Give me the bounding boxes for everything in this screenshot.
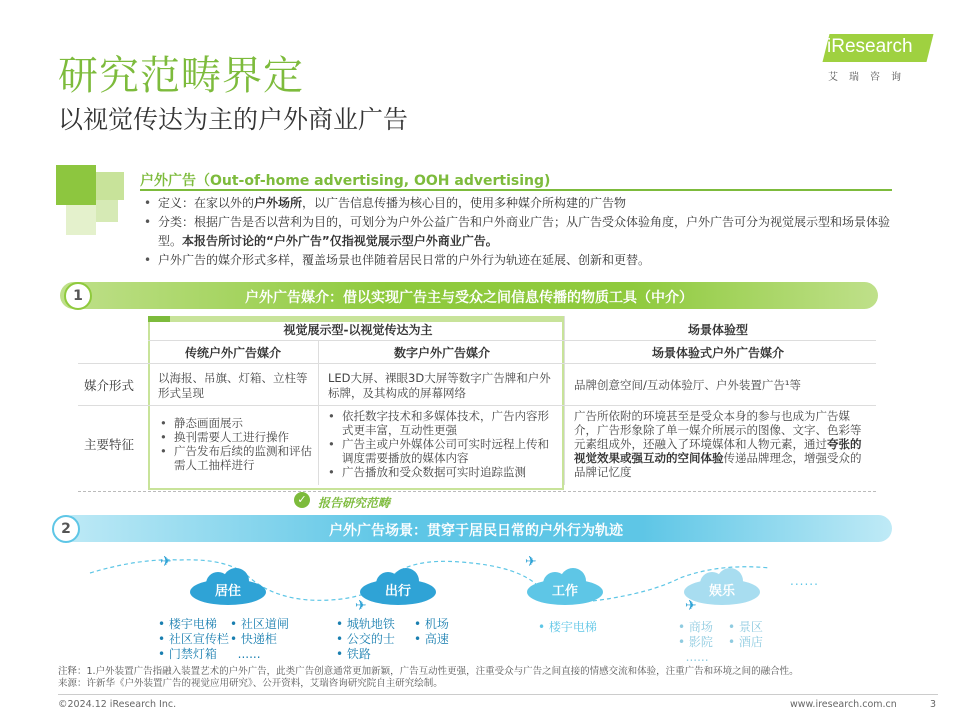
scene-living: 居住 bbox=[214, 584, 241, 599]
note-text: 注释：1.户外装置广告指融入装置艺术的户外广告，此类广告创意通常更加新颖，广告互动性更强，注重受众与广告之间直接的情感交流和体验，注重广告和环境之间的融合性。 bbox=[58, 666, 799, 677]
feature-item: • 换刊需要人工进行操作 bbox=[158, 430, 314, 444]
list-item: • 楼宇电梯 bbox=[538, 620, 597, 634]
svg-text:✈: ✈ bbox=[685, 598, 697, 614]
page-subtitle: 以视觉传达为主的户外商业广告 bbox=[58, 105, 409, 134]
features-traditional bbox=[158, 416, 314, 472]
feature-item: • 静态画面展示 bbox=[158, 416, 314, 430]
living-list-2 bbox=[230, 617, 289, 662]
section1-title: 户外广告媒介：借以实现广告主与受众之间信息传播的物质工具（中介） bbox=[245, 290, 693, 306]
definition-bullet: • 定义：在家以外的户外场所，以广告信息传播为核心目的，使用多种媒介所构建的广告物 bbox=[142, 194, 894, 213]
scene-work: 工作 bbox=[551, 584, 578, 599]
notes bbox=[58, 666, 938, 690]
list-item: • 高速 bbox=[414, 632, 449, 646]
subheader-digital: 数字户外广告媒介 bbox=[393, 346, 490, 360]
classification-bullet: • 分类：根据广告是否以营利为目的，可划分为户外公益广告和户外商业广告；从广告受众体验角度，户外广告可分为视觉展示型和场景体验型。本报告所讨论的“户外广告”仅指视觉展示型户外商业广告。 bbox=[142, 213, 894, 251]
list-item: • 社区宣传栏 bbox=[158, 632, 229, 646]
list-item: • 铁路 bbox=[336, 647, 371, 661]
section2-title: 户外广告场景：贯穿于居民日常的户外行为轨迹 bbox=[329, 523, 623, 539]
header-scene-type: 场景体验型 bbox=[687, 323, 748, 337]
row-label-features: 主要特征 bbox=[84, 437, 135, 452]
list-item: • 景区 bbox=[728, 620, 763, 634]
media-form-scene: 品牌创意空间/互动体验厅、户外装置广告¹等 bbox=[574, 378, 801, 392]
media-form-digital: LED大屏、裸眼3D大屏等数字广告牌和户外标牌，及其构成的屏幕网络 bbox=[328, 371, 551, 400]
definition-title: 户外广告（Out-of-home advertising, OOH advertising) bbox=[140, 173, 551, 189]
report-scope-label: 报告研究范畴 bbox=[318, 496, 391, 510]
feature-item: • 广告播放和受众数据可实时追踪监测 bbox=[326, 465, 556, 479]
logo-text: iResearch bbox=[827, 36, 913, 57]
definition-bullets bbox=[142, 194, 894, 270]
list-item: • 机场 bbox=[414, 617, 449, 631]
plane-icon bbox=[160, 554, 172, 570]
footer-divider bbox=[58, 694, 938, 695]
list-item: • 酒店 bbox=[728, 635, 763, 649]
svg-text:✈: ✈ bbox=[160, 554, 172, 570]
scene-travel: 出行 bbox=[384, 584, 411, 599]
source-text: 来源：许新华《户外装置广告的视觉应用研究》、公开资料，艾瑞咨询研究院自主研究绘制。 bbox=[58, 678, 443, 689]
list-item: • 快递柜 bbox=[230, 632, 277, 646]
feature-item: • 广告发布后续的监测和评估需人工抽样进行 bbox=[158, 444, 314, 472]
svg-text:✈: ✈ bbox=[525, 554, 537, 570]
definition-underline bbox=[140, 189, 892, 191]
travel-list-2 bbox=[414, 617, 449, 647]
list-item: • 商场 bbox=[678, 620, 713, 634]
website: www.iresearch.com.cn bbox=[790, 699, 897, 710]
features-digital bbox=[326, 409, 556, 479]
media-table bbox=[78, 313, 876, 492]
feature-item: • 依托数字技术和多媒体技术，广告内容形式更丰富，互动性更强 bbox=[326, 409, 556, 437]
header-visual-type: 视觉展示型-以视觉传达为主 bbox=[283, 323, 433, 337]
entertainment-list-1 bbox=[678, 620, 713, 665]
list-item: • 社区道闸 bbox=[230, 617, 289, 631]
list-item: • 城轨地铁 bbox=[336, 617, 395, 631]
svg-text:✈: ✈ bbox=[355, 598, 367, 614]
section1-number: 1 bbox=[64, 282, 92, 310]
more-scenes: ...... bbox=[790, 574, 819, 588]
feature-item: • 广告主或户外媒体公司可实时远程上传和调度需要播放的媒体内容 bbox=[326, 437, 556, 465]
work-list bbox=[538, 620, 597, 635]
travel-list-1 bbox=[336, 617, 395, 662]
list-item: • 楼宇电梯 bbox=[158, 617, 217, 631]
scene-entertainment: 娱乐 bbox=[708, 584, 735, 599]
features-scene: 广告所依附的环境甚至是受众本身的参与也成为广告媒介，广告形象除了单一媒介所展示的图像、文字、色彩等元素组成外，还融入了环境媒体和人物元素，通过夸张的视觉效果或强互动的空间体验传递品牌理念，增强受众的品牌记忆度 bbox=[574, 409, 862, 479]
subheader-traditional: 传统户外广告媒介 bbox=[184, 346, 281, 360]
list-item: ...... bbox=[237, 647, 261, 661]
page-title: 研究范畴界定 bbox=[58, 53, 304, 99]
page-number: 3 bbox=[930, 699, 937, 710]
subheader-scene: 场景体验式户外广告媒介 bbox=[651, 346, 784, 360]
check-icon: ✓ bbox=[294, 492, 310, 508]
media-forms-bullet: • 户外广告的媒介形式多样，覆盖场景也伴随着居民日常的户外行为轨迹在延展、创新和更替。 bbox=[142, 251, 894, 270]
entertainment-list-2 bbox=[728, 620, 763, 650]
row-label-media-form: 媒介形式 bbox=[84, 378, 135, 393]
copyright: ©2024.12 iResearch Inc. bbox=[58, 699, 177, 710]
list-item: ...... bbox=[685, 650, 709, 664]
media-form-traditional: 以海报、吊旗、灯箱、立柱等形式呈现 bbox=[158, 371, 308, 400]
section2-number: 2 bbox=[52, 515, 80, 543]
list-item: • 门禁灯箱 bbox=[158, 647, 217, 661]
list-item: • 影院 bbox=[678, 635, 713, 649]
list-item: • 公交的士 bbox=[336, 632, 395, 646]
living-list-1 bbox=[158, 617, 229, 662]
logo-subtitle: 艾瑞咨询 bbox=[828, 72, 912, 83]
